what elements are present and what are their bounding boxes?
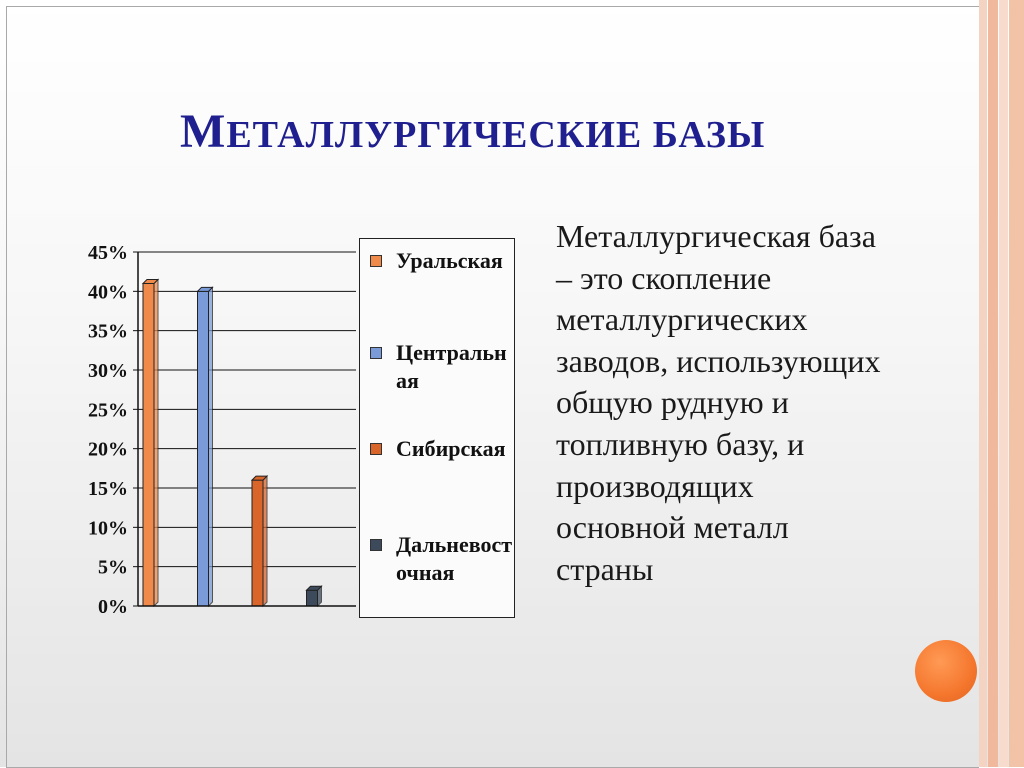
chart-bar-side <box>263 476 267 606</box>
definition-text: Металлургическая база – это скопление металлургических заводов, использующих общую рудную и топливную базу, и производящих основной металл страны <box>556 218 881 587</box>
chart-bar <box>198 287 213 606</box>
chart-bar <box>307 586 322 606</box>
slide-title <box>180 104 800 159</box>
chart-tick-label: 40% <box>88 281 128 304</box>
decorative-stripe <box>1009 0 1024 767</box>
chart-bar-front <box>143 283 154 606</box>
chart-bar-side <box>154 279 158 606</box>
chart-gridlines <box>138 252 356 567</box>
chart-bar-side <box>209 287 213 606</box>
legend-label: Уральская <box>396 248 503 273</box>
legend-swatch <box>370 255 382 267</box>
chart-tick-label: 30% <box>88 360 128 382</box>
legend-label: Дальневосточная <box>396 532 513 585</box>
orange-circle-decoration <box>915 640 977 702</box>
chart-bar-front <box>307 590 318 606</box>
chart-tick-label: 20% <box>88 438 128 461</box>
decorative-stripe <box>999 0 1008 767</box>
chart-bar <box>143 279 158 606</box>
legend-label: Центральная <box>396 340 507 393</box>
slide-title-text: МЕТАЛЛУРГИЧЕСКИЕ БАЗЫ <box>180 105 766 158</box>
decorative-stripe <box>988 0 998 767</box>
chart-bar-front <box>198 291 209 606</box>
chart-y-axis-ticks <box>88 242 138 618</box>
chart-legend <box>359 238 515 618</box>
legend-swatch <box>370 443 382 455</box>
legend-label: Сибирская <box>396 436 506 461</box>
chart-tick-label: 45% <box>88 242 128 264</box>
decorative-stripe <box>979 0 987 767</box>
chart-bars <box>143 279 322 606</box>
legend-swatch <box>370 347 382 359</box>
chart-tick-label: 35% <box>88 320 128 343</box>
chart-tick-label: 0% <box>98 596 128 618</box>
chart-tick-label: 10% <box>88 517 128 540</box>
chart-bar-front <box>252 480 263 606</box>
chart-tick-label: 5% <box>98 556 128 579</box>
chart-tick-label: 15% <box>88 478 128 500</box>
chart-bar <box>252 476 267 606</box>
chart-tick-label: 25% <box>88 399 128 422</box>
legend-swatch <box>370 539 382 551</box>
